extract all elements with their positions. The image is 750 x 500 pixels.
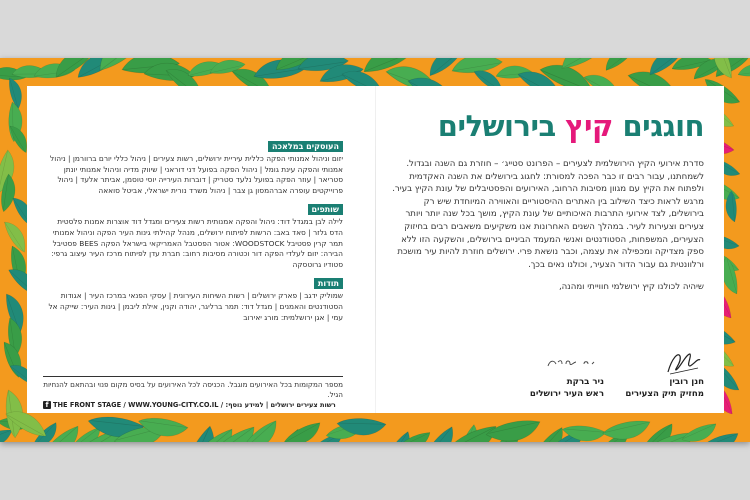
- handwritten-signature-1: [664, 348, 704, 376]
- title-part2: בירושלים: [437, 109, 556, 143]
- closing-wish: שיהיה לכולנו קיץ ירושלמי חווייתי ומהנה,: [558, 282, 704, 293]
- signature-name: חנן רובין: [669, 377, 704, 387]
- signature-role: מחזיק תיק הצעירים: [625, 389, 704, 399]
- facebook-icon: f: [43, 401, 51, 409]
- signature-role: ראש העיר ירושלים: [529, 389, 604, 399]
- section-body: יזום וניהול אמנותי הפקה כללית עיריית ירושלים, רשות צעירים | ניהול כללי יורם ברוורמן | ניהול אמנותי והפקה עינת גומל | ניהול הפקה בפועל דני דוראני | שיווק מדיה וניהול אמנותי יונתן סטריאר | עוזר הפקה בפועל נלעד סטריק | דוברות העירייה יוסי טוסמן, אביתר אלעד | ניהול פרוייקטים עופרה אברהמסון גן צבר | ניהול משרד נורית ישראלי, אביטל סואאה: [50, 154, 343, 195]
- footer-links: f THE FRONT STAGE / WWW.YOUNG-CITY.CO.IL / רשות צעירים ירושלים | למידע נוסף:: [43, 401, 343, 410]
- leaf-shape: [601, 58, 639, 71]
- brochure-spread: [0, 58, 750, 442]
- partners-section: [43, 204, 343, 270]
- thanks-section: [43, 278, 343, 323]
- page-fold: [375, 86, 376, 413]
- handwritten-signature-2: [544, 348, 604, 376]
- section-heading: שותפים: [308, 204, 343, 215]
- leaf-shape: [9, 77, 23, 109]
- signature-block-2: [494, 348, 604, 400]
- website-link[interactable]: WWW.YOUNG-CITY.CO.IL: [128, 401, 219, 409]
- credits-section: [43, 141, 343, 196]
- footer-credit: רשות צעירים ירושלים | למידע נוסף:: [225, 401, 336, 409]
- signature-name: ניר ברקת: [566, 377, 604, 387]
- section-body: לילה לבן במגדל דוד: ניהול והפקה אמנותית רשות צעירים ומגדל דוד אוצרות אמנות פלסטית הדס גלזר | סאד באב: הרשות לפיתוח ירושלים, מנהל קהילתי גינות העיר הפקה וניהול אמנותי תמר קרין פסטיבל WOODSTOCK: אטור הפסטבל האמריקאי בישראל הפקה BEES פסטיבל הבירה: יזום לעלדי הפקה דור וכטורה מסיבות רחוב: חברת עדן לפיתוח מרכז העיר עיצוב גרפי: סטודיו גרוטסקה: [51, 217, 343, 269]
- signatures: [404, 348, 704, 408]
- leaf-shape: [602, 421, 650, 440]
- section-heading: העוסקים במלאכה: [268, 141, 343, 152]
- footer-note: מספר המקומות בכל האירועים מוגבל. הכניסה לכל האירועים על בסיס מקום פנוי ובהתאם להנחיות הגיל.: [43, 380, 343, 399]
- facebook-label[interactable]: THE FRONT STAGE: [53, 401, 122, 409]
- section-heading: תודות: [314, 278, 343, 289]
- footer-divider: [43, 376, 343, 377]
- left-page: [43, 141, 343, 331]
- title-accent: קיץ: [565, 109, 613, 143]
- content-panel: [27, 86, 724, 413]
- leaf-shape: [557, 58, 611, 70]
- right-page: [386, 108, 704, 293]
- intro-paragraph: סדרת אירועי הקיץ הירושלמית לצעירים – הפרונט סטייג׳ – חוזרת גם השנה ובגדול. לשמחתנו, עבור רבים זו כבר הפכה למסורת: לחגוג בירושלים את השנה האקדמית ולפתוח את הקיץ עם מגוון מסיבות הרחוב, האירועים והפסטיבלים של עונת הקיץ בעיר. מרגש לראות כיצד השילוב בין האתרים ההיסטוריים והאווירה המיוחדת שיש רק בירושלים, לצד אירועי התרבות האיכותיים של עונת הקיץ, מושך בכל שנה יותר ויותר צעירים וצעירות לעיר. במהלך השנים האחרונות אנו משקיעים משאבים רבים בחיזוק הצעירים, המשפחות, הסטודנטים ואנשי המעמד הביניים בירושלים, והשקעה הזו ללא ספק מצדיקה ומכפילה את עצמה, וכבר נושאת פרי. ירושלים חוזרת להיות עיר מושכת ורלוונטית גם עבור הדור הצעיר, וכולנו נאים בכך.: [392, 159, 704, 270]
- leaf-shape: [280, 422, 324, 442]
- page-title: [386, 108, 704, 144]
- section-body: שמוליק ידגב | פארק ירושלים | רשות השיחות העירונית | עסקי הפנאי במרכז העיר | אגודות הסטודנטים והאמנים | מגדל דוד: תמר ברליגר, יהודה וקנין, אילת ליבמן | גינות העיר: שייקה אל עמי | אגן ירושלמית: מורג יאירוב: [48, 291, 343, 322]
- title-part1: חוגגים: [622, 109, 704, 143]
- leaf-shape: [486, 420, 541, 441]
- signature-block-1: [624, 348, 704, 400]
